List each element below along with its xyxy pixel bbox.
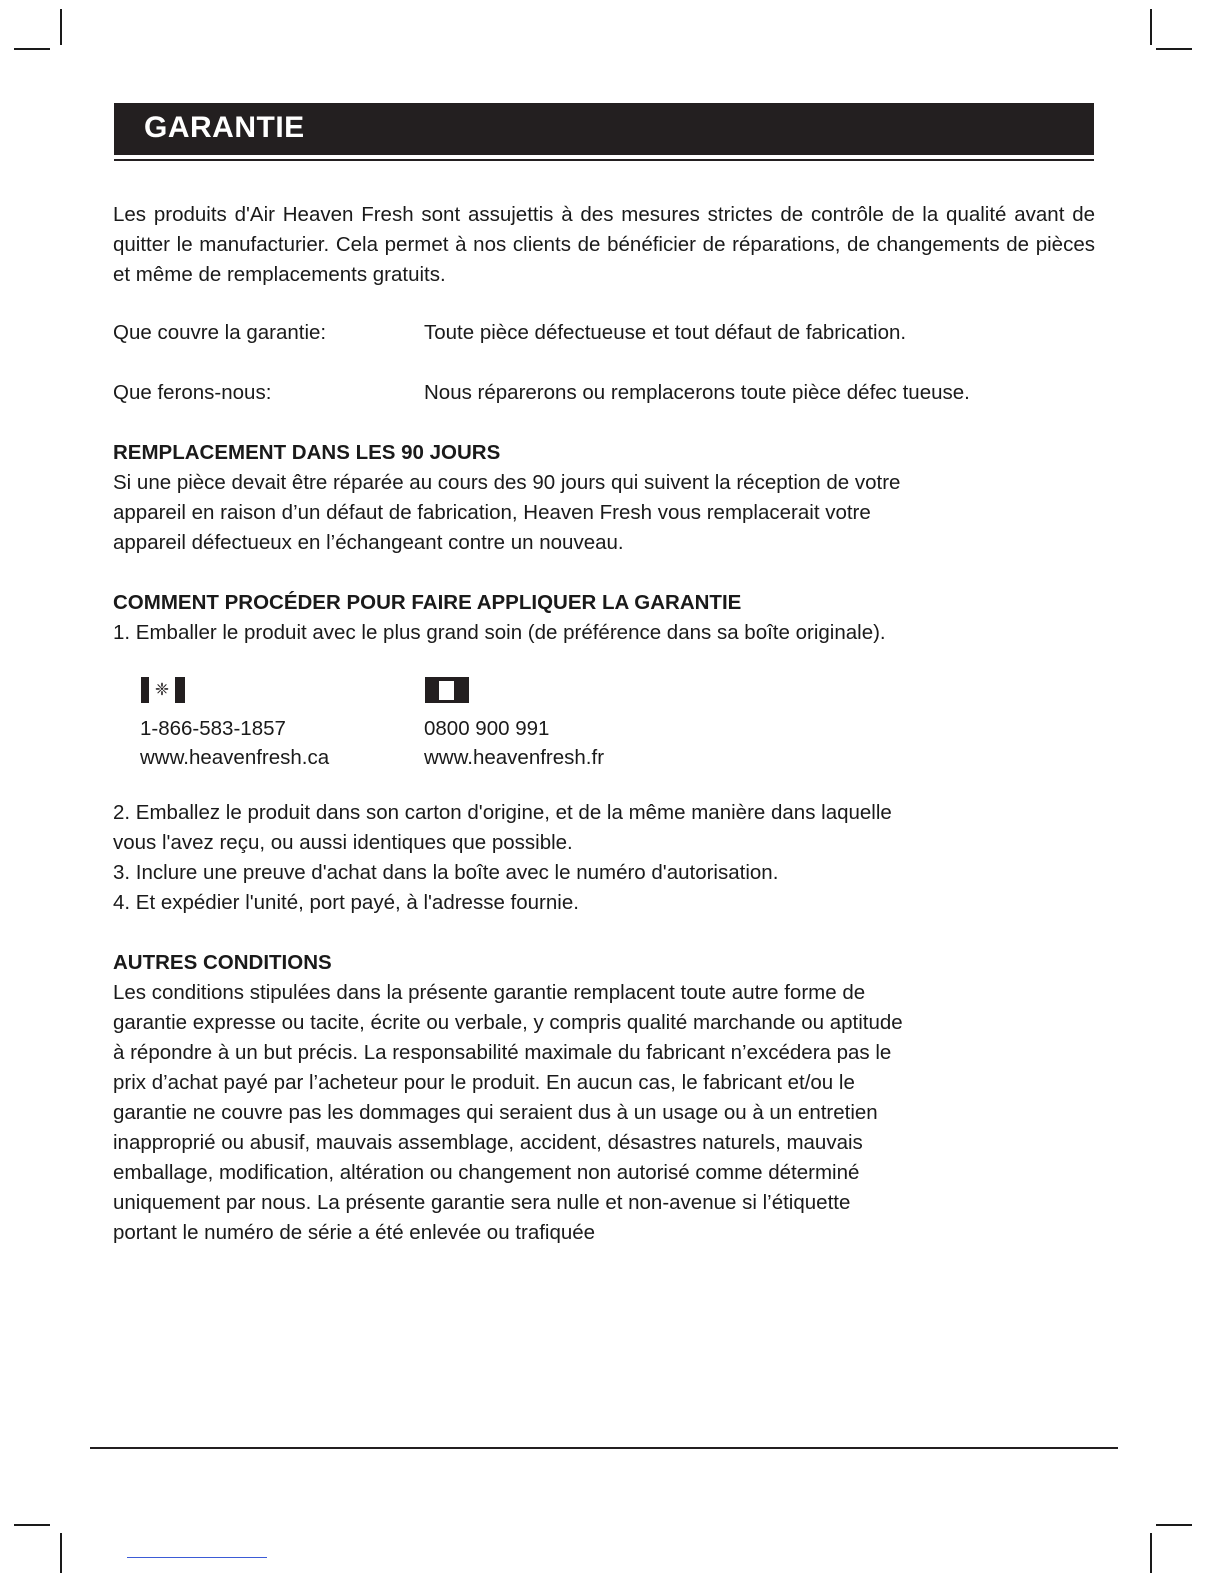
replacement-paragraph — [113, 468, 900, 558]
text-line: emballage, modification, altération ou changement non autorisé comme déterminé — [113, 1161, 860, 1184]
conditions-paragraph — [113, 978, 903, 1248]
coverage-label: Que ferons-nous: — [113, 381, 272, 404]
crop-mark — [1156, 48, 1192, 50]
crop-mark — [14, 1524, 50, 1526]
text-line: Si une pièce devait être réparée au cours des 90 jours qui suivent la réception de votre — [113, 471, 901, 494]
coverage-row — [113, 378, 970, 408]
procedure-steps — [113, 798, 892, 918]
text-line: appareil en raison d’un défaut de fabrication, Heaven Fresh vous remplacerait votre — [113, 501, 871, 524]
phone-number: 1-866-583-1857 — [140, 717, 286, 740]
text-line: vous l'avez reçu, ou aussi identiques que possible. — [113, 831, 573, 854]
page-title: GARANTIE — [144, 111, 305, 144]
section-heading-procedure: COMMENT PROCÉDER POUR FAIRE APPLIQUER LA GARANTIE — [113, 591, 742, 614]
procedure-step-1: 1. Emballer le produit avec le plus grand soin (de préférence dans sa boîte originale). — [113, 621, 886, 644]
text-line: 2. Emballez le produit dans son carton d'origine, et de la même manière dans laquelle — [113, 801, 892, 824]
title-underline — [114, 159, 1094, 161]
text-line: inapproprié ou abusif, mauvais assemblage, accident, désastres naturels, mauvais — [113, 1131, 863, 1154]
crop-mark — [1150, 1533, 1152, 1573]
text-line: 3. Inclure une preuve d'achat dans la boîte avec le numéro d'autorisation. — [113, 861, 779, 884]
crop-mark — [60, 1533, 62, 1573]
text-line: garantie ne couvre pas les dommages qui seraient dus à un usage ou à un entretien — [113, 1101, 878, 1124]
text-line: uniquement par nous. La présente garantie sera nulle et non-avenue si l’étiquette — [113, 1191, 851, 1214]
text-line: 4. Et expédier l'unité, port payé, à l'adresse fournie. — [113, 891, 579, 914]
text-line: portant le numéro de série a été enlevée ou trafiquée — [113, 1221, 596, 1244]
text-line: Les conditions stipulées dans la présente garantie remplacent toute autre forme de — [113, 981, 866, 1004]
crop-mark — [1156, 1524, 1192, 1526]
website-link[interactable]: www.heavenfresh.fr — [424, 746, 605, 769]
france-flag-icon — [425, 677, 469, 703]
section-heading-conditions: AUTRES CONDITIONS — [113, 951, 332, 974]
text-line: appareil défectueux en l’échangeant contre un nouveau. — [113, 531, 624, 554]
text-line: prix d’achat payé par l’acheteur pour le produit. En aucun cas, le fabricant et/ou le — [113, 1071, 855, 1094]
phone-number: 0800 900 991 — [424, 717, 550, 740]
contact-france — [424, 714, 604, 772]
coverage-value: Toute pièce défectueuse et tout défaut de fabrication. — [424, 321, 907, 344]
coverage-row — [113, 318, 907, 348]
footer-rule — [90, 1447, 1118, 1449]
text-line: à répondre à un but précis. La responsabilité maximale du fabricant n’excédera pas le — [113, 1041, 892, 1064]
crop-mark — [1150, 9, 1152, 45]
text-line: garantie expresse ou tacite, écrite ou verbale, y compris qualité marchande ou aptitude — [113, 1011, 903, 1034]
contact-canada — [140, 714, 329, 772]
title-bar — [114, 103, 1094, 155]
canada-flag-icon: ❈ — [141, 677, 185, 703]
footer-blue-line — [127, 1557, 267, 1558]
coverage-label: Que couvre la garantie: — [113, 321, 327, 344]
intro-paragraph: Les produits d'Air Heaven Fresh sont assujettis à des mesures strictes de contrôle de la qualité avant de quitter le manufacturier. Cela permet à nos clients de bénéficier de réparations, de changements de pièces et même de remplacements gratuits. — [113, 203, 1095, 286]
section-heading-replacement: REMPLACEMENT DANS LES 90 JOURS — [113, 441, 501, 464]
website-link[interactable]: www.heavenfresh.ca — [140, 746, 330, 769]
coverage-value: Nous réparerons ou remplacerons toute pièce défec tueuse. — [424, 381, 970, 404]
crop-mark — [14, 48, 50, 50]
crop-mark — [60, 9, 62, 45]
